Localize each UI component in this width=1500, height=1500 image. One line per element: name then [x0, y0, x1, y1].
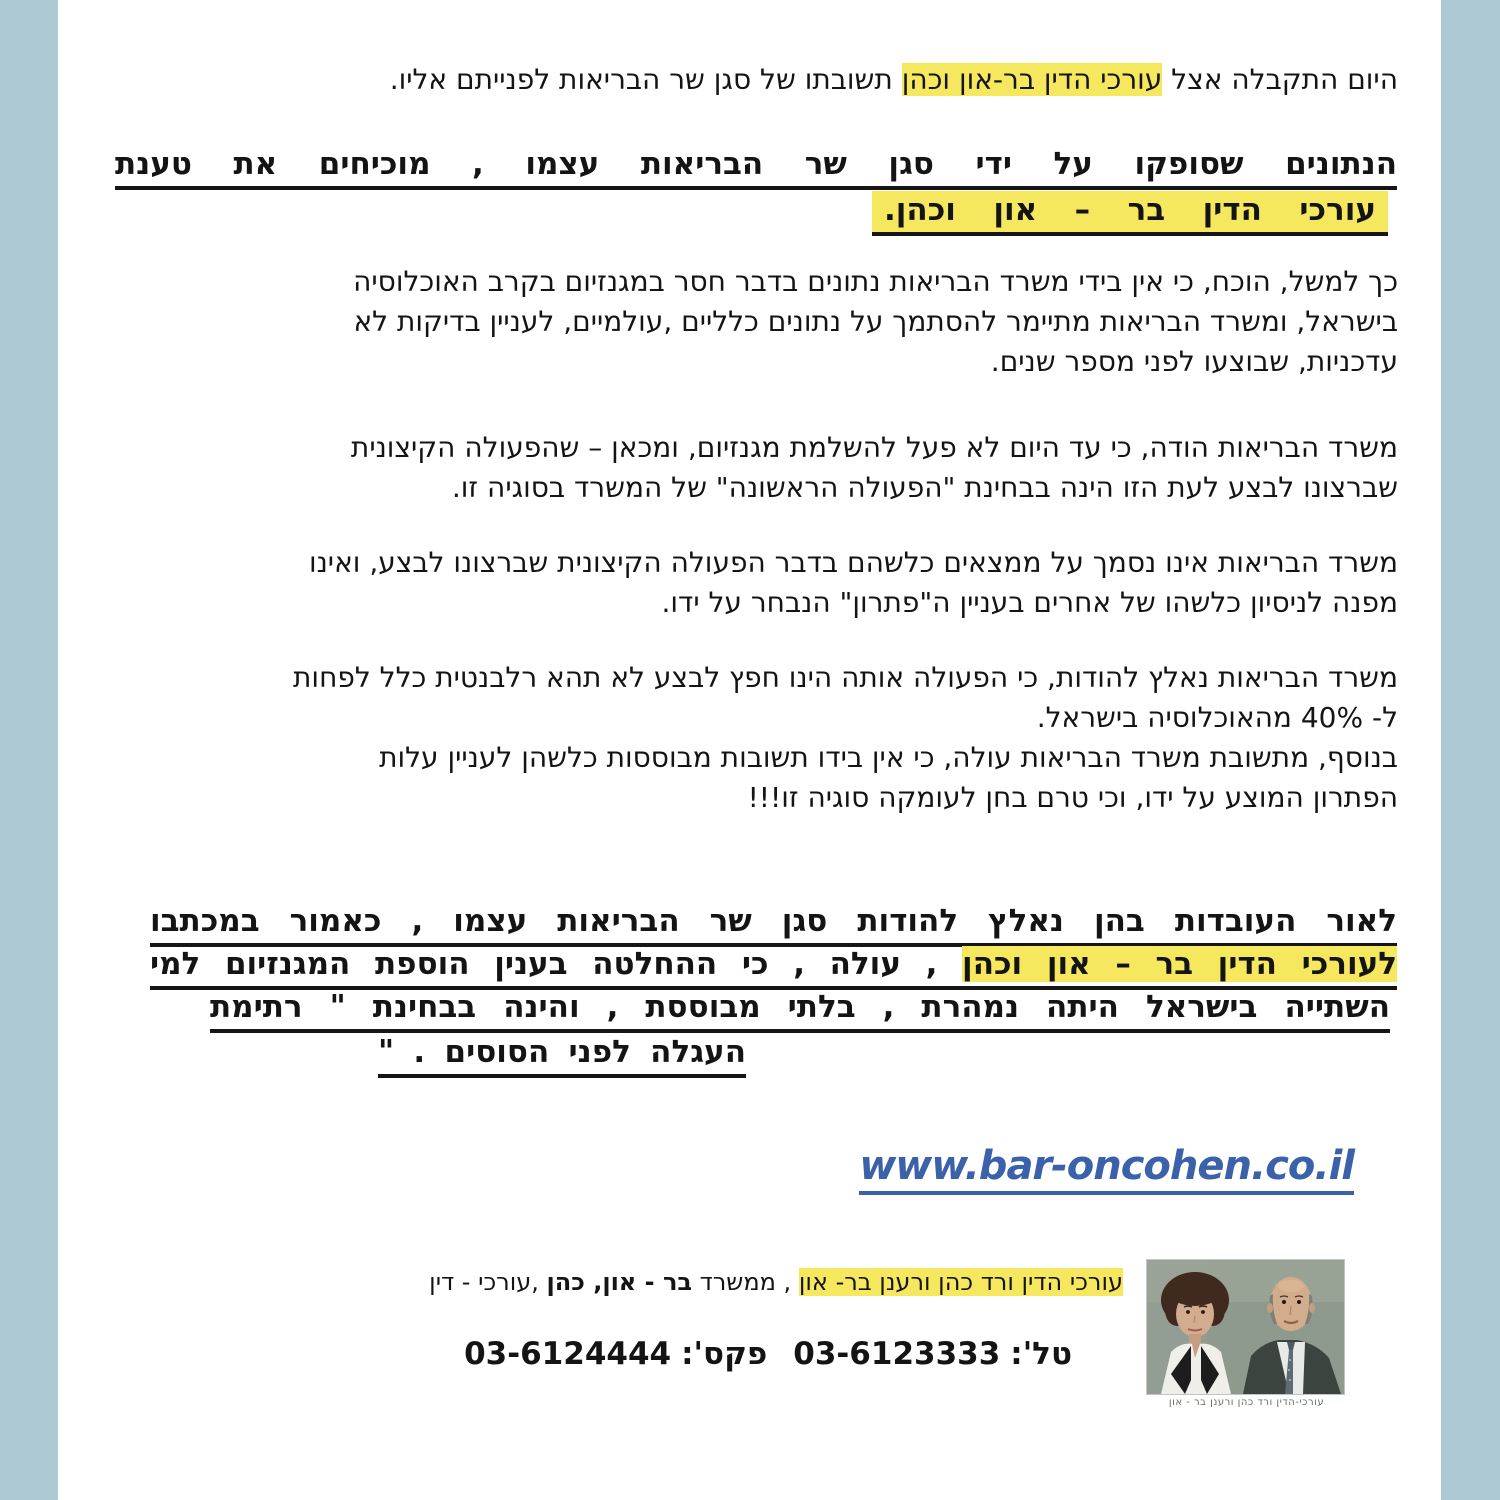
paragraph-example-line: עדכניות, שבוצעו לפני מספר שנים. — [990, 345, 1398, 378]
tel-number: 03-6123333 — [793, 1336, 1001, 1372]
website-link[interactable]: www.bar-oncohen.co.il — [859, 1143, 1354, 1195]
conclusion-line-2 — [150, 947, 1397, 990]
paragraph-forty-percent-line: בנוסף, מתשובת משרד הבריאות עולה, כי אין בידו תשובות מבוססות כלשהן לעניין עלות — [379, 741, 1398, 774]
highlighted-lawyers-name: לעורכי הדין בר – און וכהן — [962, 946, 1398, 982]
conclusion-line-1: לאור העובדות בהן נאלץ להודות סגן שר הבריאות עצמו , כאמור במכתבו — [150, 904, 1397, 947]
intro-text-post: תשובתו של סגן שר הבריאות לפנייתם אליו. — [389, 63, 902, 96]
paragraph-example-line: בישראל, ומשרד הבריאות מתיימר להסתמך על נתונים כלליים ,עולמיים, לעניין בדיקות לא — [353, 305, 1398, 338]
lawyers-photo — [1146, 1259, 1345, 1395]
photo-caption: עורכי-הדין ורד כהן ורענן בר - און — [1168, 1397, 1325, 1408]
credit-end: ,עורכי - דין — [429, 1268, 547, 1296]
credit-mid: , ממשרד — [692, 1268, 799, 1296]
paragraph-admission-line: שברצונו לבצע לעת הזו הינה בבחינת "הפעולה הראשונה" של המשרד בסוגיה זו. — [451, 471, 1398, 504]
paragraph-forty-percent — [95, 658, 1398, 818]
paragraph-no-findings-line: מפנה לניסיון כלשהו של אחרים בעניין ה"פתרון" הנבחר על ידו. — [661, 586, 1398, 619]
conclusion-line-4: העגלה לפני הסוסים . " — [378, 1035, 746, 1078]
highlighted-lawyers-name: עורכי הדין בר-און וכהן — [901, 63, 1163, 96]
paragraph-intro — [95, 60, 1398, 100]
paragraph-example — [95, 262, 1398, 382]
paragraph-forty-percent-line: משרד הבריאות נאלץ להודות, כי הפעולה אותה הינו חפץ לבצע לא תהא רלבנטית כלל לפחות — [293, 661, 1398, 694]
paragraph-admission-line: משרד הבריאות הודה, כי עד היום לא פעל להשלמת מגנזיום, ומכאן – שהפעולה הקיצונית — [350, 431, 1398, 464]
paragraph-forty-percent-line: הפתרון המוצע על ידו, וכי טרם בחן לעומקה סוגיה זו!!! — [747, 781, 1398, 814]
footer-credit-line — [429, 1268, 1123, 1296]
tel-label: טל': — [1010, 1336, 1072, 1372]
right-margin-strip — [1441, 0, 1500, 1500]
intro-text-pre: היום התקבלה אצל — [1162, 63, 1398, 96]
left-margin-strip — [0, 0, 58, 1500]
fax-label: פקס': — [681, 1336, 768, 1372]
lawyers-photo-image — [1147, 1260, 1344, 1394]
highlighted-credit-names: עורכי הדין ורד כהן ורענן בר- און — [798, 1268, 1123, 1296]
paragraph-no-findings — [95, 543, 1398, 623]
paragraph-admission — [95, 428, 1398, 508]
paragraph-no-findings-line: משרד הבריאות אינו נסמך על ממצאים כלשהם בדבר הפעולה הקיצונית שברצונו לבצע, ואינו — [308, 546, 1398, 579]
claim-line-1: הנתונים שסופקו על ידי סגן שר הבריאות עצמו , מוכיחים את טענת — [115, 147, 1397, 190]
fax-number: 03-6124444 — [464, 1336, 672, 1372]
claim-line-2-highlighted: עורכי הדין בר – און וכהן. — [872, 191, 1388, 236]
paragraph-forty-percent-line: ל- 40% מהאוכלוסיה בישראל. — [1036, 701, 1398, 734]
conclusion-line-3: השתייה בישראל היתה נמהרת , בלתי מבוססת , והינה בבחינת " רתימת — [210, 990, 1390, 1033]
contact-phone-fax — [464, 1336, 1072, 1372]
paragraph-example-line: כך למשל, הוכח, כי אין בידי משרד הבריאות נתונים בדבר חסר במגנזיום בקרב האוכלוסיה — [353, 265, 1398, 298]
conclusion-line-2-rest: , עולה , כי ההחלטה בענין הוספת המגנזיום למי — [150, 946, 963, 982]
firm-name: בר - און, כהן — [546, 1268, 693, 1296]
